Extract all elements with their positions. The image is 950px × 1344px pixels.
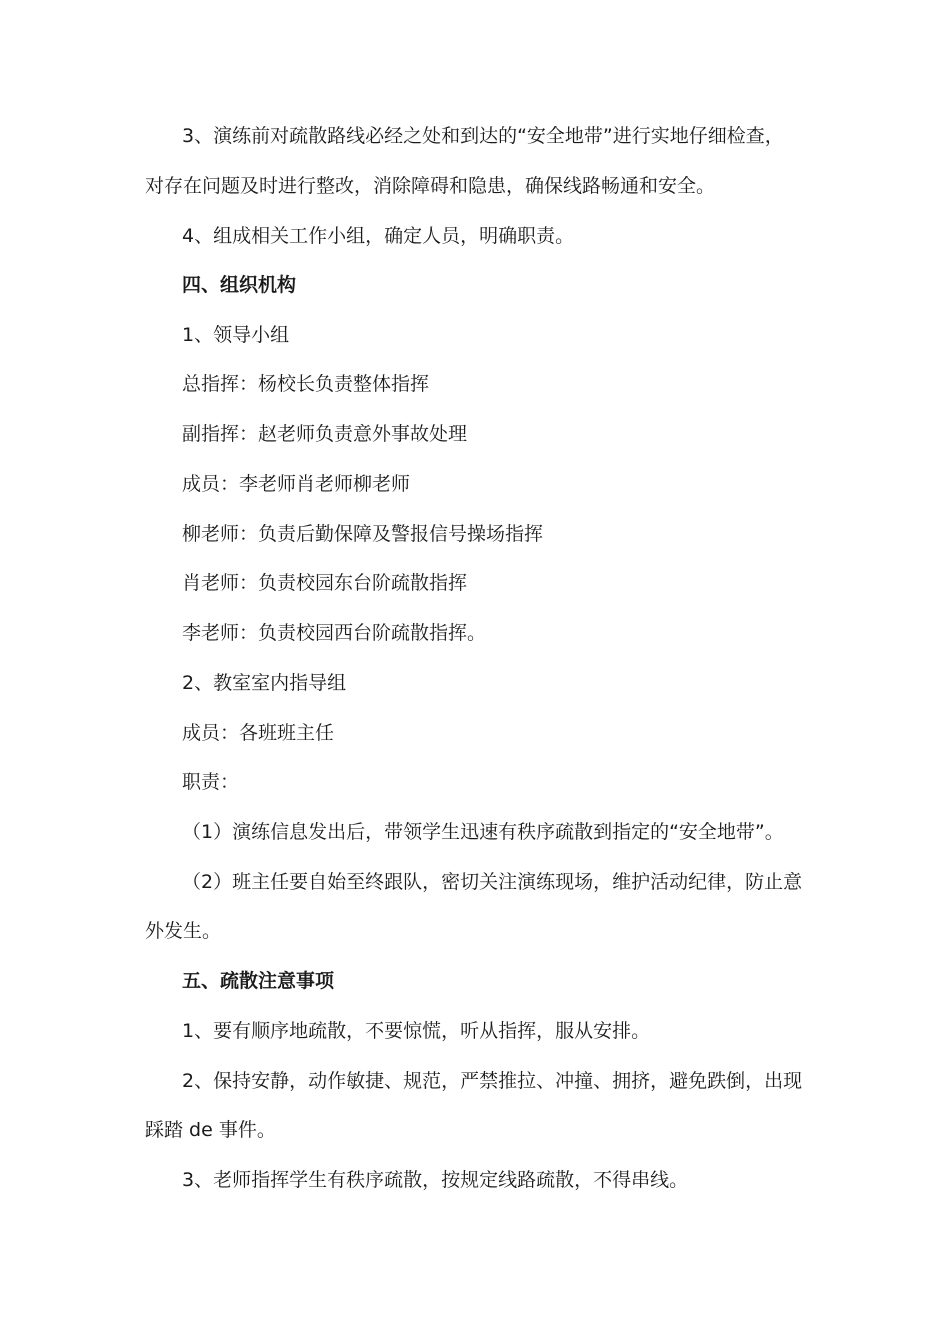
paragraph-line: 副指挥：赵老师负责意外事故处理 [182, 423, 468, 445]
paragraph-line: 总指挥：杨校长负责整体指挥 [182, 373, 430, 395]
paragraph-line: 2、保持安静，动作敏捷、规范，严禁推拉、冲撞、拥挤，避免跌倒，出现 [182, 1070, 803, 1092]
paragraph-line: 外发生。 [145, 920, 222, 942]
paragraph-line: 李老师：负责校园西台阶疏散指挥。 [182, 622, 487, 644]
paragraph-line: 3、演练前对疏散路线必经之处和到达的“安全地带”进行实地仔细检查， [182, 125, 784, 147]
paragraph-line: 1、要有顺序地疏散，不要惊慌，听从指挥，服从安排。 [182, 1020, 651, 1042]
paragraph-line: 职责： [182, 771, 240, 793]
section-heading: 五、疏散注意事项 [182, 970, 335, 992]
subsection-heading: 2、教室室内指导组 [182, 672, 347, 694]
section-heading: 四、组织机构 [182, 274, 297, 296]
paragraph-line: （1）演练信息发出后，带领学生迅速有秩序疏散到指定的“安全地带”。 [182, 821, 784, 843]
paragraph-line: 成员：李老师肖老师柳老师 [182, 473, 411, 495]
paragraph-line: 柳老师：负责后勤保障及警报信号操场指挥 [182, 523, 544, 545]
paragraph-line: （2）班主任要自始至终跟队，密切关注演练现场，维护活动纪律，防止意 [182, 871, 803, 893]
subsection-heading: 1、领导小组 [182, 324, 290, 346]
paragraph-line: 4、组成相关工作小组，确定人员，明确职责。 [182, 225, 575, 247]
paragraph-line: 对存在问题及时进行整改，消除障碍和隐患，确保线路畅通和安全。 [145, 175, 716, 197]
paragraph-line: 踩踏 de 事件。 [145, 1119, 276, 1141]
paragraph-line: 成员：各班班主任 [182, 722, 335, 744]
paragraph-line: 肖老师：负责校园东台阶疏散指挥 [182, 572, 468, 594]
paragraph-line: 3、老师指挥学生有秩序疏散，按规定线路疏散，不得串线。 [182, 1169, 689, 1191]
